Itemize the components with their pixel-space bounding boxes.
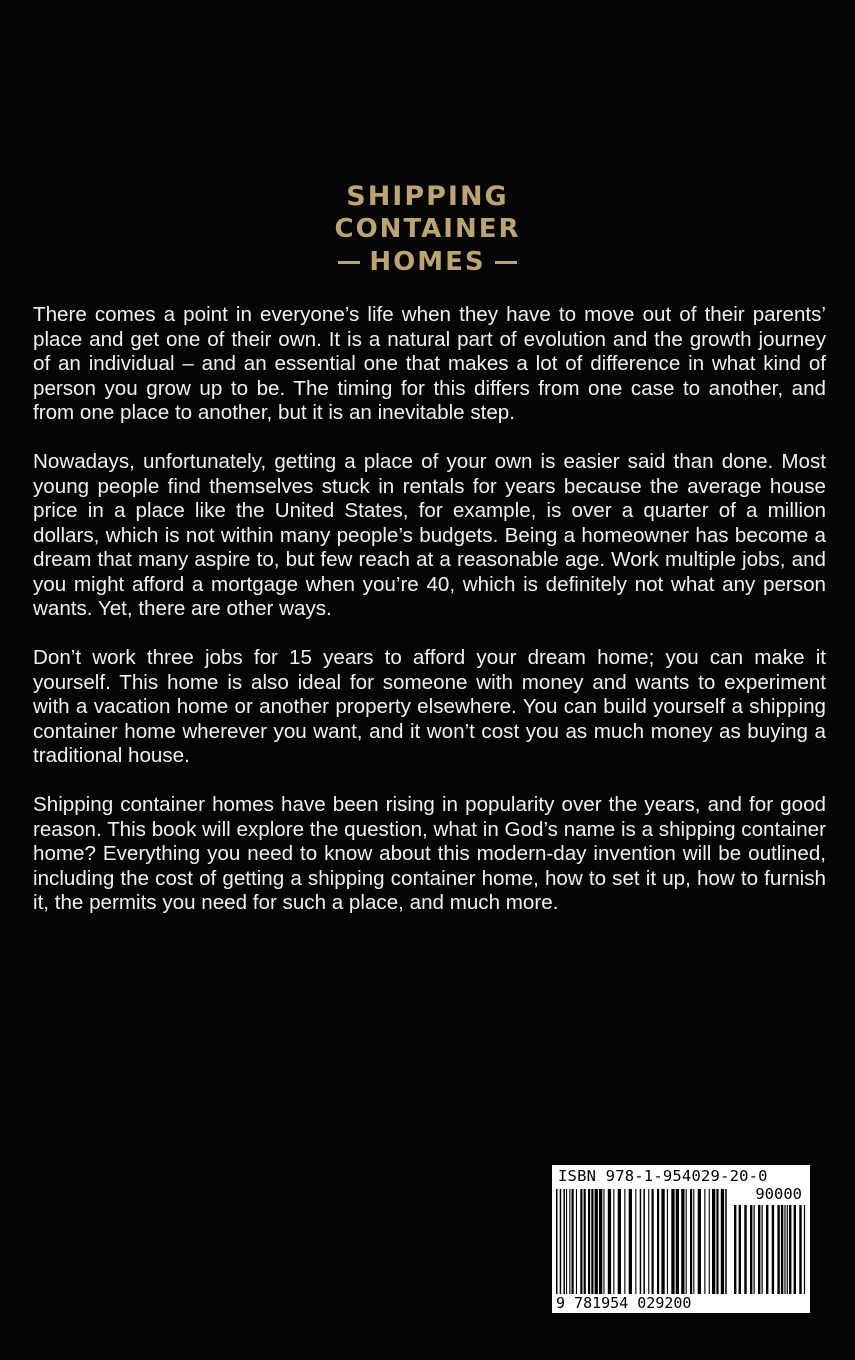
price-code: 90000 <box>755 1185 802 1203</box>
title-homes-text: HOMES <box>369 247 486 277</box>
blurb-paragraph-2: Nowadays, unfortunately, getting a place of your own is easier said than done. Most young people find themselves stuck in rentals for years because the average house price in a place like the United States, for example, is over a quarter of a million dollars, which is not within many people’s budgets. Being a homeowner has become a dream that many aspire to, but few reach at a reasonable age. Work multiple jobs, and you might afford a mortgage when you’re 40, which is definitely not what any person wants. Yet, there are other ways. <box>33 450 826 620</box>
barcode-digits: 9 781954 029200 <box>554 1294 806 1312</box>
back-cover-blurb <box>33 303 826 940</box>
title-dash-right <box>495 261 517 264</box>
isbn-barcode <box>552 1165 810 1313</box>
isbn-label: ISBN 978-1-954029-20-0 <box>558 1167 768 1185</box>
cover-title <box>0 180 855 279</box>
title-line-shipping: SHIPPING <box>346 181 509 212</box>
title-line-homes <box>0 246 855 279</box>
title-line-container: CONTAINER <box>334 214 521 244</box>
blurb-paragraph-3: Don’t work three jobs for 15 years to afford your dream home; you can make it yourself. This home is also ideal for someone with money and wants to experiment with a vacation home or another property elsewhere. You can build yourself a shipping container home wherever you want, and it won’t cost you as much money as buying a traditional house. <box>33 646 826 767</box>
blurb-paragraph-1: There comes a point in everyone’s life when they have to move out of their parents’ place and get one of their own. It is a natural part of evolution and the growth journey of an individual – and an essential one that makes a lot of difference in what kind of person you grow up to be. The timing for this differs from one case to another, and from one place to another, but it is an inevitable step. <box>33 303 826 424</box>
blurb-paragraph-4: Shipping container homes have been rising in popularity over the years, and for good reason. This book will explore the question, what in God’s name is a shipping container home? Everything you need to know about this modern-day invention will be outlined, including the cost of getting a shipping container home, how to set it up, how to furnish it, the permits you need for such a place, and much more. <box>33 793 826 914</box>
title-dash-left <box>338 261 360 264</box>
